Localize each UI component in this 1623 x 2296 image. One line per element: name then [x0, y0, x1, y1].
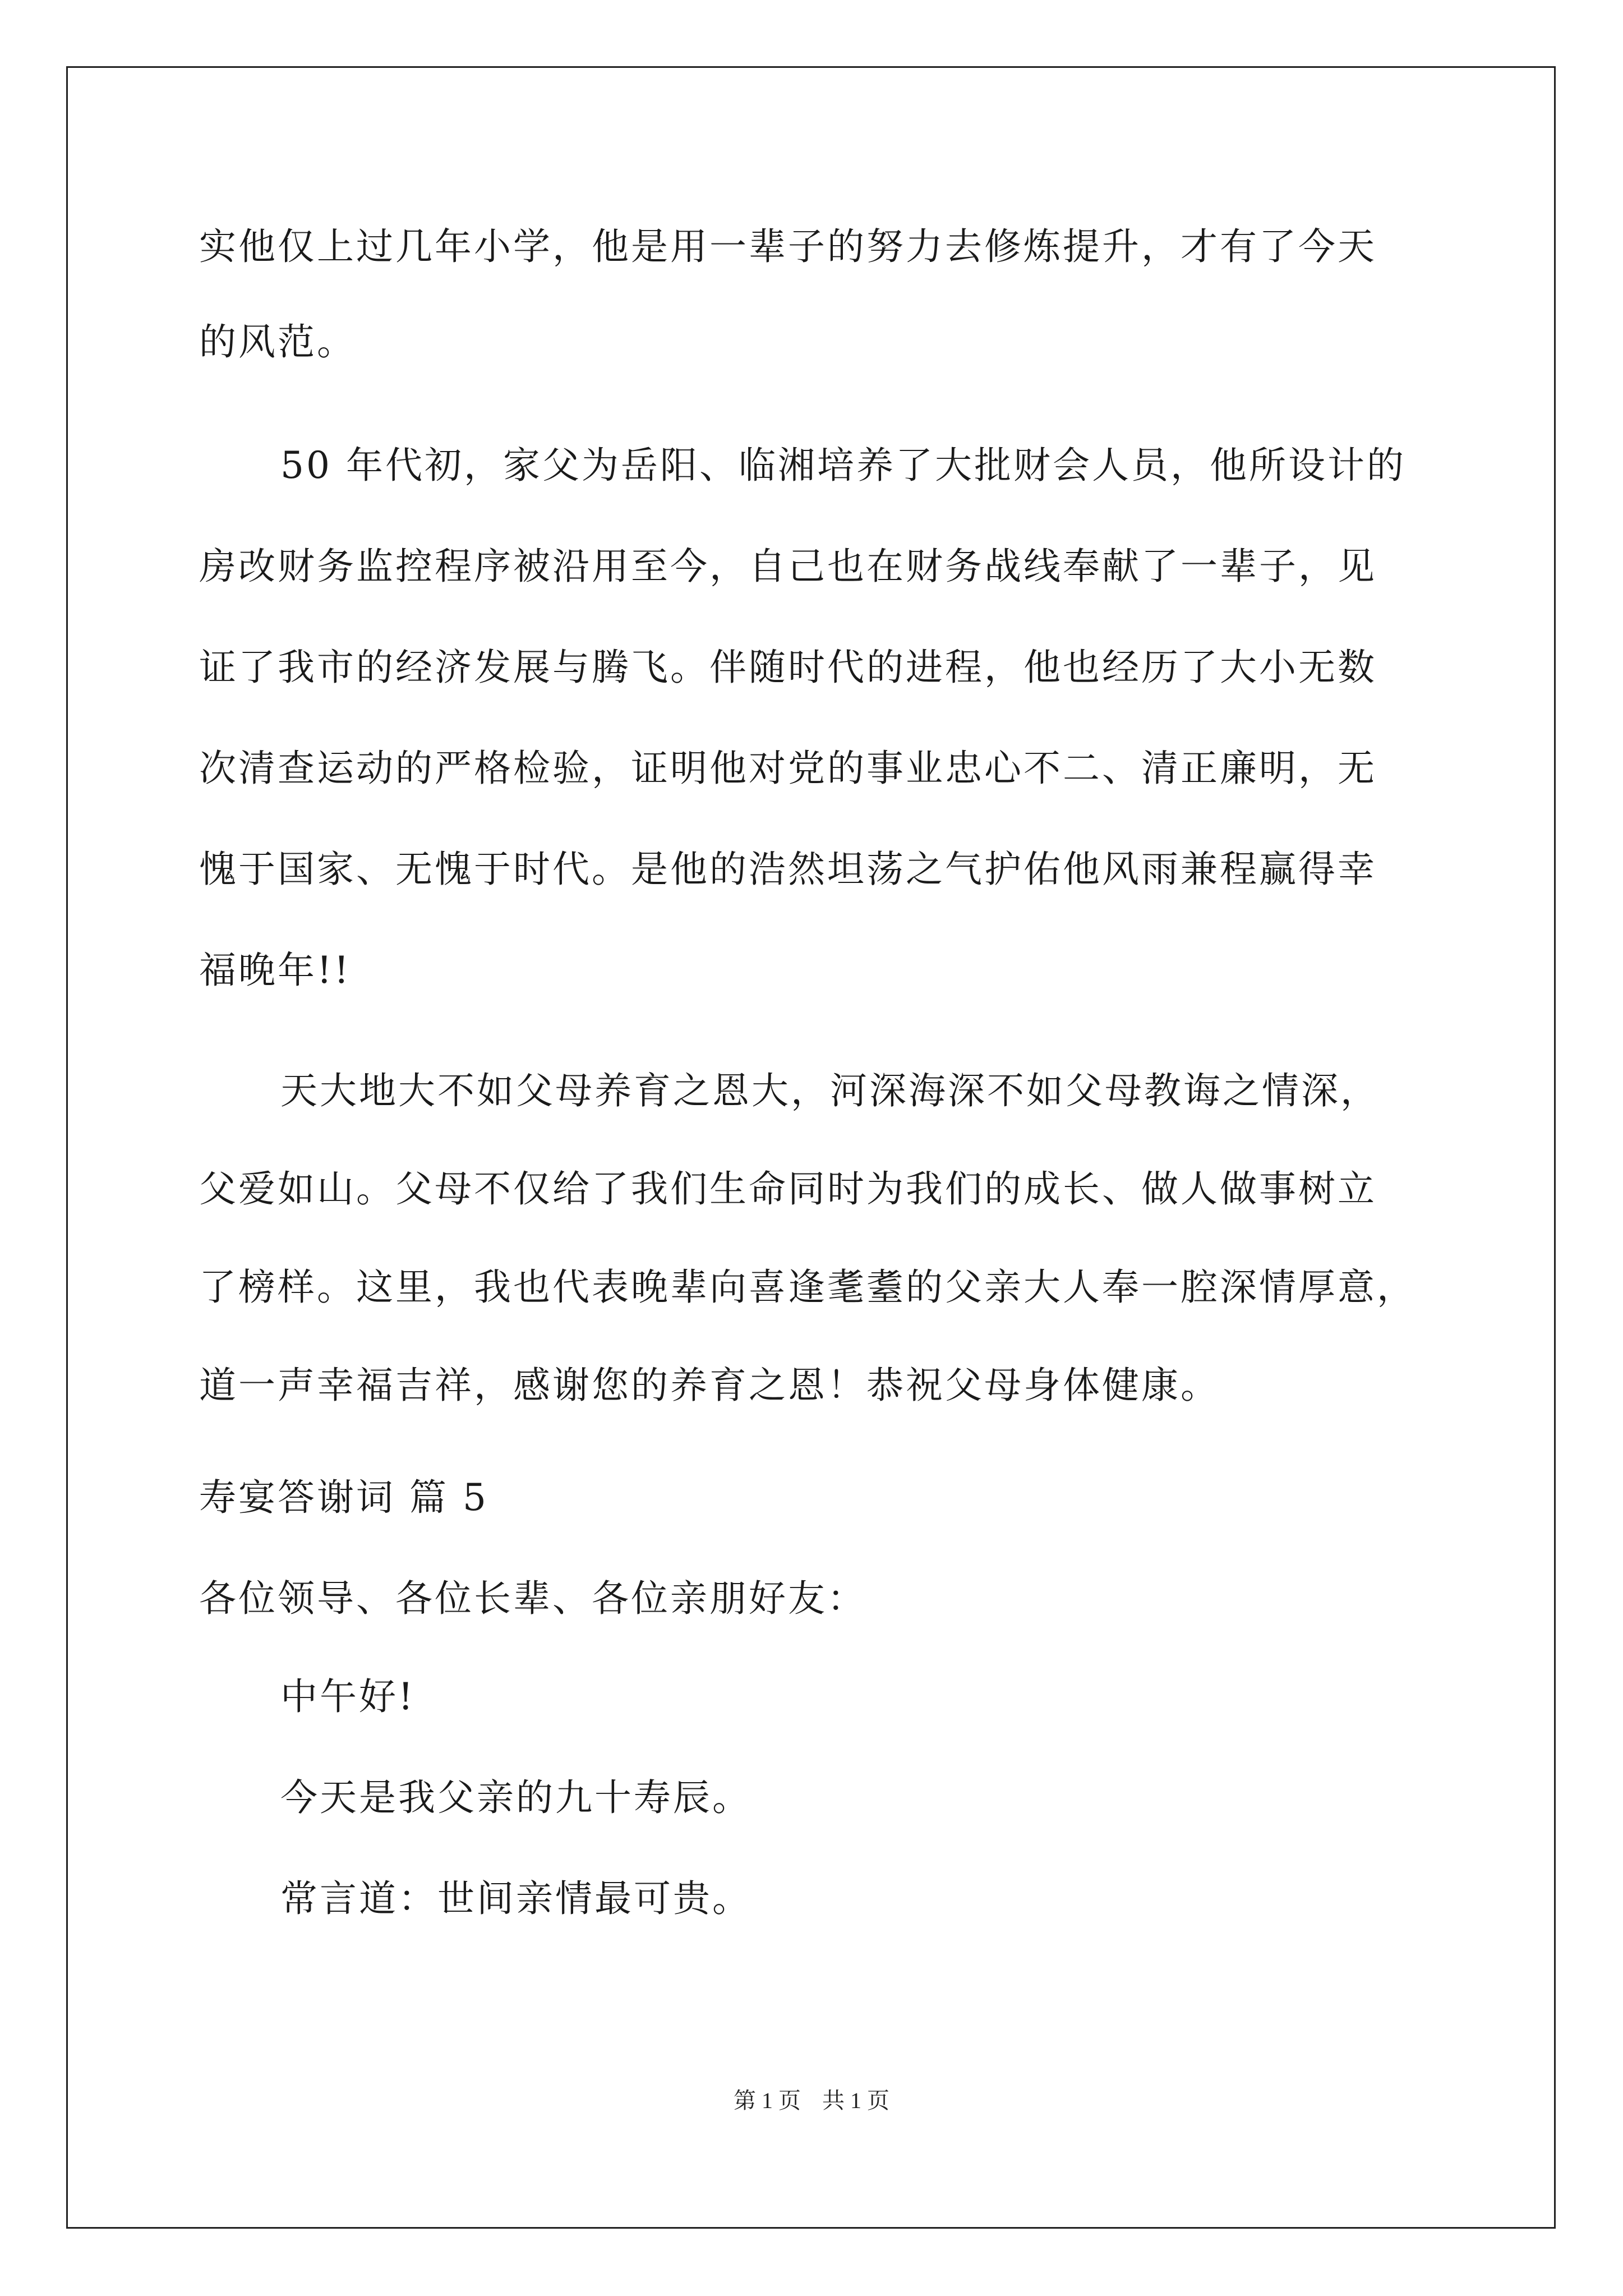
paragraph-gratitude-line-4: 道一声幸福吉祥，感谢您的养育之恩！恭祝父母身体健康。: [199, 1364, 1220, 1407]
saying-line: 常言道：世间亲情最可贵。: [280, 1877, 751, 1920]
paragraph-50s-line-2: 房改财务监控程序被沿用至今，自己也在财务战线奉献了一辈子，见: [199, 545, 1377, 588]
paragraph-gratitude-line-1: 天大地大不如父母养育之恩大，河深海深不如父母教诲之情深，: [280, 1069, 1380, 1112]
salutation: 各位领导、各位长辈、各位亲朋好友：: [199, 1577, 866, 1620]
paragraph-gratitude-line-2: 父爱如山。父母不仅给了我们生命同时为我们的成长、做人做事树立: [199, 1167, 1377, 1211]
paragraph-50s-line-1: 50 年代初，家父为岳阳、临湘培养了大批财会人员，他所设计的: [280, 444, 1406, 487]
greeting: 中午好!: [280, 1675, 416, 1718]
paragraph-50s-line-5: 愧于国家、无愧于时代。是他的浩然坦荡之气护佑他风雨兼程赢得幸: [199, 848, 1377, 891]
paragraph-gratitude-line-3: 了榜样。这里，我也代表晚辈向喜逢耄耋的父亲大人奉一腔深情厚意，: [199, 1266, 1416, 1309]
section-heading: 寿宴答谢词 篇 5: [199, 1476, 488, 1519]
birthday-line: 今天是我父亲的九十寿辰。: [280, 1776, 751, 1819]
page-total: 共 1 页: [822, 2088, 889, 2113]
page-footer: [0, 2087, 1623, 2115]
paragraph-50s-line-6: 福晚年!!: [199, 949, 352, 992]
text-line-1: 实他仅上过几年小学，他是用一辈子的努力去修炼提升，才有了今天: [199, 225, 1377, 268]
page-number: 第 1 页: [734, 2088, 801, 2113]
text-line-2: 的风范。: [199, 320, 356, 364]
paragraph-50s-line-3: 证了我市的经济发展与腾飞。伴随时代的进程，他也经历了大小无数: [199, 646, 1377, 689]
paragraph-50s-line-4: 次清查运动的严格检验，证明他对党的事业忠心不二、清正廉明，无: [199, 747, 1377, 790]
